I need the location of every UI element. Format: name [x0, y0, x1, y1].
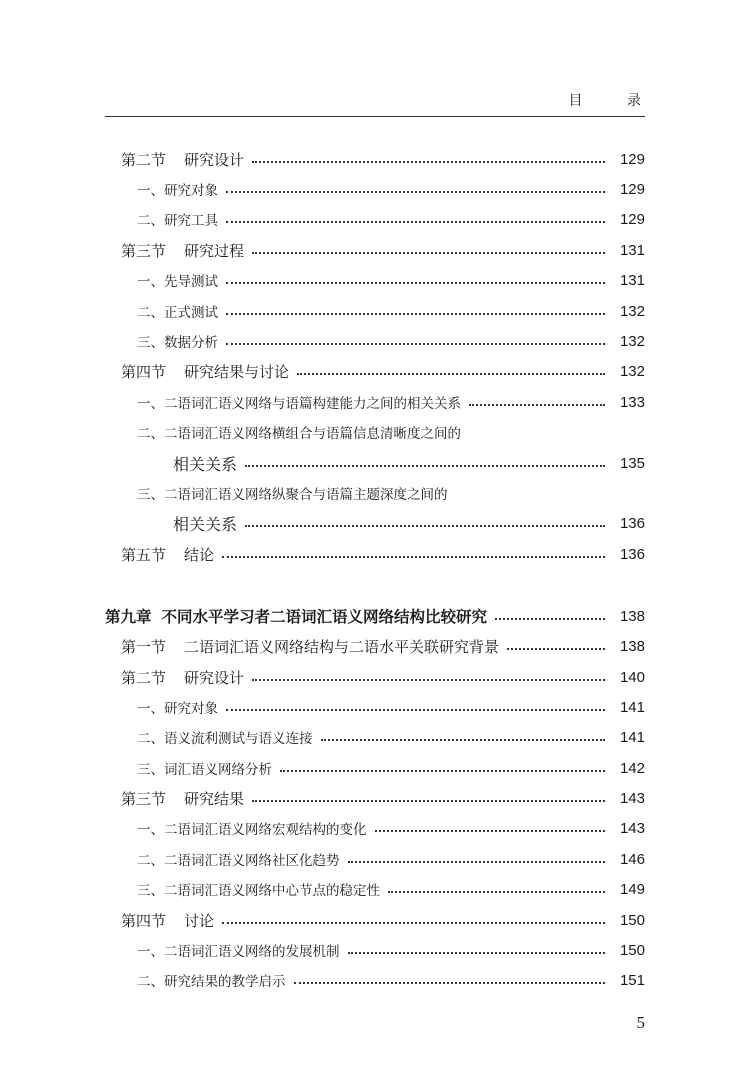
toc-entry[interactable] — [137, 936, 645, 964]
section-number: 第五节 — [121, 545, 167, 564]
entry-title: 研究结果与讨论 — [184, 362, 290, 381]
toc-entry[interactable] — [137, 875, 645, 903]
section-number: 第三节 — [121, 241, 167, 260]
entry-page-number: 132 — [619, 332, 645, 350]
toc-entry-label — [137, 879, 380, 899]
dot-leader — [226, 342, 605, 345]
section-number: 第二节 — [121, 150, 167, 169]
entry-page-number: 132 — [619, 302, 645, 320]
section-number: 第四节 — [121, 911, 167, 930]
dot-leader — [252, 678, 605, 681]
toc-entry[interactable] — [137, 814, 645, 842]
dot-leader — [297, 372, 605, 375]
dot-leader — [507, 647, 605, 650]
entry-title: 一、二语词汇语义网络与语篇构建能力之间的相关关系 — [137, 396, 461, 412]
toc-entry-label — [137, 209, 218, 229]
toc-entry-label — [137, 758, 272, 778]
entry-title: 二、二语词汇语义网络社区化趋势 — [137, 853, 340, 869]
entry-page-number: 150 — [619, 941, 645, 959]
entry-page-number: 146 — [619, 850, 645, 868]
toc-entry-label — [121, 361, 289, 382]
entry-title: 三、二语词汇语义网络纵聚合与语篇主题深度之间的 — [137, 487, 448, 503]
dot-leader — [348, 951, 606, 954]
entry-page-number: 129 — [619, 150, 645, 168]
dot-leader — [294, 981, 606, 984]
toc-entry[interactable] — [137, 966, 645, 994]
entry-title: 相关关系 — [173, 454, 238, 474]
entry-title: 研究设计 — [184, 668, 245, 687]
toc-entry[interactable] — [137, 418, 645, 446]
toc-entry-label — [173, 512, 237, 535]
entry-page-number: 129 — [619, 210, 645, 228]
dot-leader — [388, 890, 605, 893]
header-title: 目 录 — [568, 93, 661, 109]
entry-page-number: 131 — [619, 241, 645, 259]
toc-entry-label — [121, 788, 244, 809]
toc-entry-label — [137, 301, 218, 321]
section-number: 第三节 — [121, 789, 167, 808]
toc-entry-label — [137, 940, 340, 960]
toc-entry[interactable] — [137, 388, 645, 416]
entry-title: 结论 — [184, 545, 215, 564]
entry-page-number: 141 — [619, 698, 645, 716]
entry-page-number: 129 — [619, 180, 645, 198]
entry-title: 二、研究结果的教学启示 — [137, 974, 286, 990]
section-number: 第四节 — [121, 362, 167, 381]
toc-entry-label — [173, 452, 237, 475]
toc-entry[interactable] — [121, 784, 645, 812]
entry-title: 一、先导测试 — [137, 274, 218, 290]
entry-title: 二、研究工具 — [137, 213, 218, 229]
entry-page-number: 149 — [619, 880, 645, 898]
toc-entry[interactable] — [105, 602, 645, 630]
toc-entry[interactable] — [137, 266, 645, 294]
section-number: 第二节 — [121, 668, 167, 687]
dot-leader — [495, 617, 605, 620]
entry-title: 三、词汇语义网络分析 — [137, 762, 272, 778]
dot-leader — [375, 829, 606, 832]
entry-title: 三、数据分析 — [137, 335, 218, 351]
toc-entry[interactable] — [121, 357, 645, 385]
entry-page-number: 138 — [619, 637, 645, 655]
toc-entry-label — [121, 544, 214, 565]
entry-title: 讨论 — [184, 911, 215, 930]
entry-page-number: 141 — [619, 728, 645, 746]
dot-leader — [226, 708, 605, 711]
entry-page-number: 151 — [619, 971, 645, 989]
toc-entry-label — [121, 910, 214, 931]
entry-title: 二语词汇语义网络结构与二语水平关联研究背景 — [184, 637, 500, 656]
toc-entry-label — [137, 849, 340, 869]
toc-entry[interactable] — [121, 540, 645, 568]
toc-entry[interactable] — [137, 754, 645, 782]
running-header — [105, 88, 661, 117]
entry-page-number: 136 — [619, 514, 645, 532]
entry-title: 一、二语词汇语义网络宏观结构的变化 — [137, 822, 367, 838]
dot-leader — [252, 160, 605, 163]
toc-entry-label — [121, 149, 244, 170]
toc-entry-label — [121, 636, 499, 657]
dot-leader — [245, 464, 605, 467]
toc-entry[interactable] — [137, 205, 645, 233]
entry-page-number: 143 — [619, 789, 645, 807]
toc-entry[interactable] — [137, 845, 645, 873]
toc-entry-label — [137, 331, 218, 351]
entry-page-number: 133 — [619, 393, 645, 411]
toc-entry-label — [137, 392, 461, 412]
dot-leader — [280, 769, 605, 772]
entry-title: 研究设计 — [184, 150, 245, 169]
toc-entry-label — [137, 818, 367, 838]
toc-entry-label — [121, 240, 244, 261]
toc-entry[interactable] — [121, 632, 645, 660]
dot-leader — [226, 220, 605, 223]
entry-title: 研究结果 — [184, 789, 245, 808]
toc-entry-label — [121, 667, 244, 688]
section-number: 第一节 — [121, 637, 167, 656]
dot-leader — [245, 524, 605, 527]
toc-entry[interactable] — [121, 663, 645, 691]
dot-leader — [226, 281, 605, 284]
toc-entry-label — [137, 179, 218, 199]
toc-entry[interactable] — [137, 175, 645, 203]
dot-leader — [252, 251, 605, 254]
entry-title: 一、二语词汇语义网络的发展机制 — [137, 944, 340, 960]
dot-leader — [226, 312, 605, 315]
toc-entry[interactable] — [173, 449, 645, 477]
toc-entry[interactable] — [137, 723, 645, 751]
entry-page-number: 138 — [619, 607, 645, 625]
dot-leader — [252, 799, 605, 802]
entry-page-number: 135 — [619, 454, 645, 472]
toc-entry-label — [137, 422, 461, 442]
toc-entry-label — [137, 697, 218, 717]
entry-page-number: 143 — [619, 819, 645, 837]
toc-entry[interactable] — [121, 906, 645, 934]
dot-leader — [321, 738, 606, 741]
entry-page-number: 140 — [619, 668, 645, 686]
toc-entry-label — [137, 970, 286, 990]
chapter-number: 第九章 — [105, 608, 152, 626]
entry-title: 相关关系 — [173, 514, 238, 534]
dot-leader — [222, 921, 605, 924]
dot-leader — [222, 555, 605, 558]
entry-page-number: 136 — [619, 545, 645, 563]
toc-entry[interactable] — [173, 509, 645, 537]
toc-entry[interactable] — [137, 297, 645, 325]
toc-entry-label — [105, 605, 487, 627]
entry-title: 二、语义流利测试与语义连接 — [137, 731, 313, 747]
entry-title: 三、二语词汇语义网络中心节点的稳定性 — [137, 883, 380, 899]
page-number: 5 — [636, 1013, 645, 1032]
entry-title: 不同水平学习者二语词汇语义网络结构比较研究 — [161, 608, 488, 626]
dot-leader — [469, 403, 605, 406]
entry-title: 研究过程 — [184, 241, 245, 260]
toc-entry-label — [137, 483, 448, 503]
entry-page-number: 131 — [619, 271, 645, 289]
toc-entry[interactable] — [121, 236, 645, 264]
entry-title: 二、二语词汇语义网络横组合与语篇信息清晰度之间的 — [137, 426, 461, 442]
toc-entry-label — [137, 727, 313, 747]
toc-entry[interactable] — [137, 327, 645, 355]
entry-page-number: 150 — [619, 911, 645, 929]
toc-entry[interactable] — [121, 145, 645, 173]
entry-title: 一、研究对象 — [137, 183, 218, 199]
toc-entry[interactable] — [137, 693, 645, 721]
dot-leader — [226, 190, 605, 193]
entry-title: 二、正式测试 — [137, 305, 218, 321]
entry-page-number: 142 — [619, 759, 645, 777]
dot-leader — [348, 860, 606, 863]
entry-page-number: 132 — [619, 362, 645, 380]
entry-title: 一、研究对象 — [137, 701, 218, 717]
toc-entry-label — [137, 270, 218, 290]
toc-entry[interactable] — [137, 479, 645, 507]
